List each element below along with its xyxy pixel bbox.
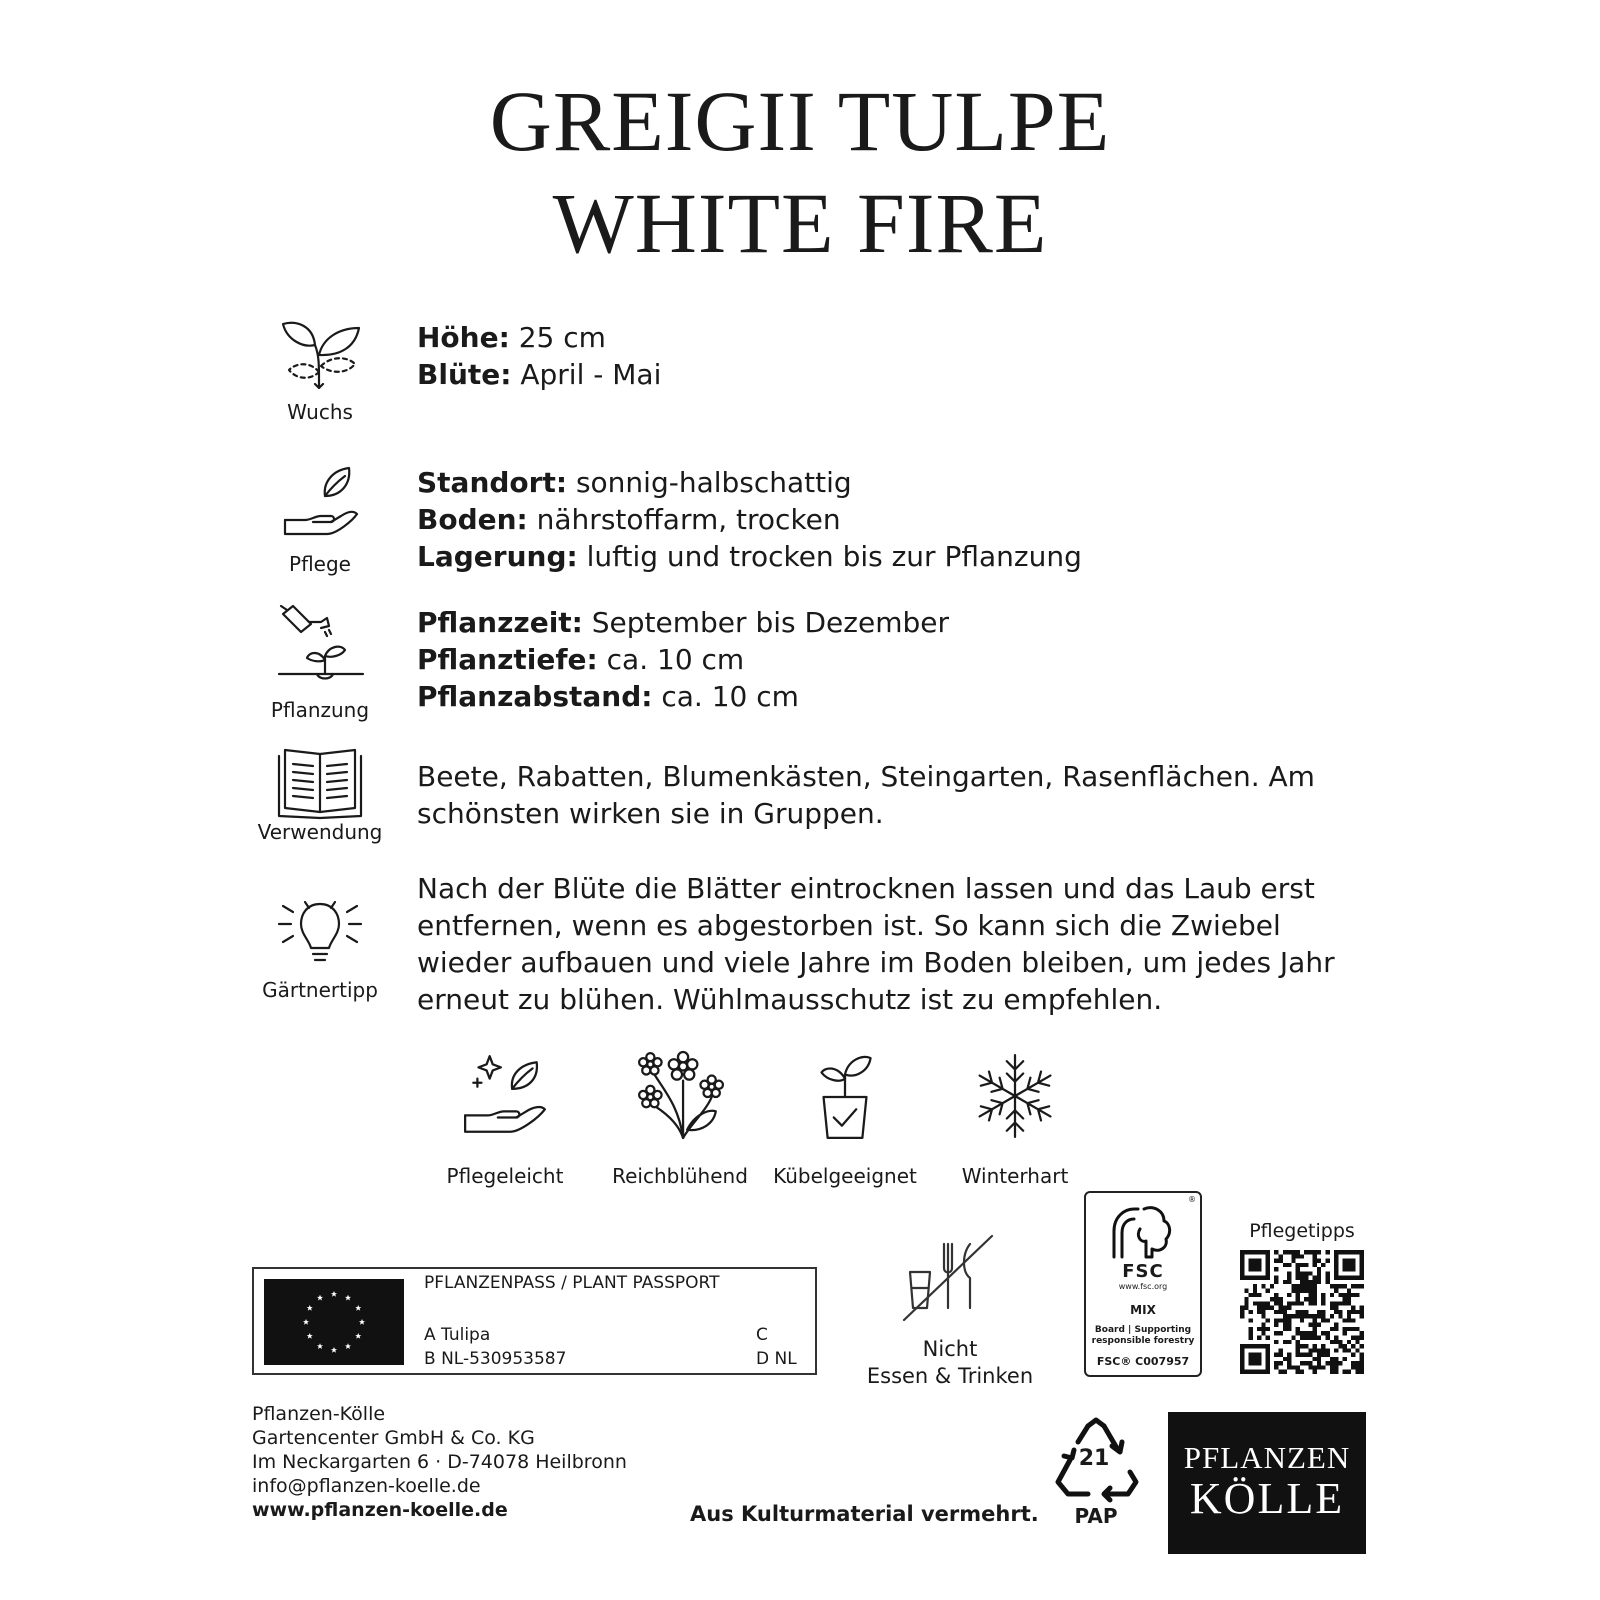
fsc-registered: ® [1188,1195,1196,1204]
sprout-leaves-icon [275,310,365,400]
no-eating-drinking-icon [900,1228,1000,1328]
info-line: Boden: nährstoffarm, trocken [417,503,841,536]
info-line: Pflanzabstand: ca. 10 cm [417,680,799,713]
section-label: Verwendung [257,820,383,844]
section-pflanzung [250,600,1360,730]
fsc-code: FSC® C007957 [1096,1355,1190,1368]
logo-line-1: PFLANZEN [1183,1440,1351,1475]
qr-label: Pflegetipps [1249,1220,1355,1242]
title-line-2: WHITE FIRE [552,175,1048,271]
fsc-name: FSC [1122,1261,1164,1282]
info-line: Blüte: April - Mai [417,358,662,391]
feature-badges [420,1050,1100,1188]
info-line: Höhe: 25 cm [417,321,606,354]
recycling-symbol [1046,1412,1146,1552]
fsc-claim-1: Board | Supporting [1094,1325,1192,1335]
fsc-tree-icon [1108,1201,1178,1261]
warning-line-2: Essen & Trinken [866,1364,1034,1388]
address-line: Pflanzen-Kölle [252,1403,386,1425]
eu-flag-icon [264,1279,404,1365]
badge-label: Winterhart [961,1164,1069,1188]
fsc-mix: MIX [1130,1303,1156,1317]
section-label: Pflanzung [270,698,370,722]
badge-label: Kübelgeeignet [773,1164,917,1188]
info-line: Pflanztiefe: ca. 10 cm [417,643,745,676]
info-line: Lagerung: luftig und trocken bis zur Pflanzung [417,540,1082,573]
section-label: Pflege [289,552,351,576]
section-label: Wuchs [287,400,353,424]
hand-leaf-icon [275,462,365,552]
section-wuchs [250,310,1360,430]
passport-field-a: A Tulipa [424,1325,491,1345]
badge-label: Reichblühend [612,1164,748,1188]
fsc-claim-2: responsible forestry [1091,1336,1195,1346]
hand-sparkle-leaf-icon [459,1050,551,1142]
product-title [0,70,1600,274]
website-link[interactable]: www.pflanzen-koelle.de [252,1499,508,1521]
fsc-label [1084,1191,1202,1377]
logo-line-2: KÖLLE [1189,1474,1345,1523]
not-for-consumption-warning [865,1228,1035,1390]
badge-winterhart [930,1050,1100,1188]
section-pflege [250,460,1360,580]
section-paragraph: Nach der Blüte die Blätter eintrocknen lassen und das Laub erst entfernen, wenn es abgestorben ist. So kann sich die Zwiebel wieder aufbauen und viele Jahre im Boden bleiben, um jedes Jahr erneut zu blühen. Wühlmausschutz ist zu empfehlen. [417,872,1335,1016]
pflanzen-koelle-logo [1168,1412,1366,1554]
light-bulb-icon [275,892,365,982]
section-label: Gärtnertipp [262,978,378,1002]
badge-pflegeleicht [420,1050,590,1188]
fsc-site: www.fsc.org [1118,1282,1168,1291]
section-paragraph: Beete, Rabatten, Blumenkästen, Steingarten, Rasenflächen. Am schönsten wirken sie in Gruppen. [417,760,1315,830]
recycling-code: 21 [1078,1446,1110,1471]
warning-line-1: Nicht [922,1337,978,1361]
email-link[interactable]: info@pflanzen-koelle.de [252,1475,481,1497]
section-text [417,319,1357,393]
section-gaertnertipp [250,870,1360,1016]
propagation-note: Aus Kulturmaterial vermehrt. [690,1502,1039,1526]
passport-field-d: D NL [756,1349,797,1369]
recycling-material: PAP [1074,1504,1118,1528]
section-verwendung [250,744,1360,854]
snowflake-icon [969,1050,1061,1142]
potted-plant-icon [799,1050,891,1142]
company-address [252,1402,627,1522]
qr-code-icon[interactable] [1240,1250,1364,1374]
title-line-1: GREIGII TULPE [489,73,1111,169]
plant-passport [252,1267,817,1375]
badge-kuebelgeeignet [760,1050,930,1188]
watering-can-icon [275,600,365,690]
passport-field-c: C [756,1325,768,1345]
badge-label: Pflegeleicht [446,1164,564,1188]
flowers-icon [634,1050,726,1142]
section-text [417,464,1357,575]
info-line: Standort: sonnig-halbschattig [417,466,852,499]
section-text [417,604,1357,715]
passport-title: PFLANZENPASS / PLANT PASSPORT [424,1273,720,1293]
info-line: Pflanzzeit: September bis Dezember [417,606,949,639]
address-line: Im Neckargarten 6 · D-74078 Heilbronn [252,1451,627,1473]
badge-reichbluehend [595,1050,765,1188]
passport-field-b: B NL-530953587 [424,1349,567,1369]
address-line: Gartencenter GmbH & Co. KG [252,1427,535,1449]
